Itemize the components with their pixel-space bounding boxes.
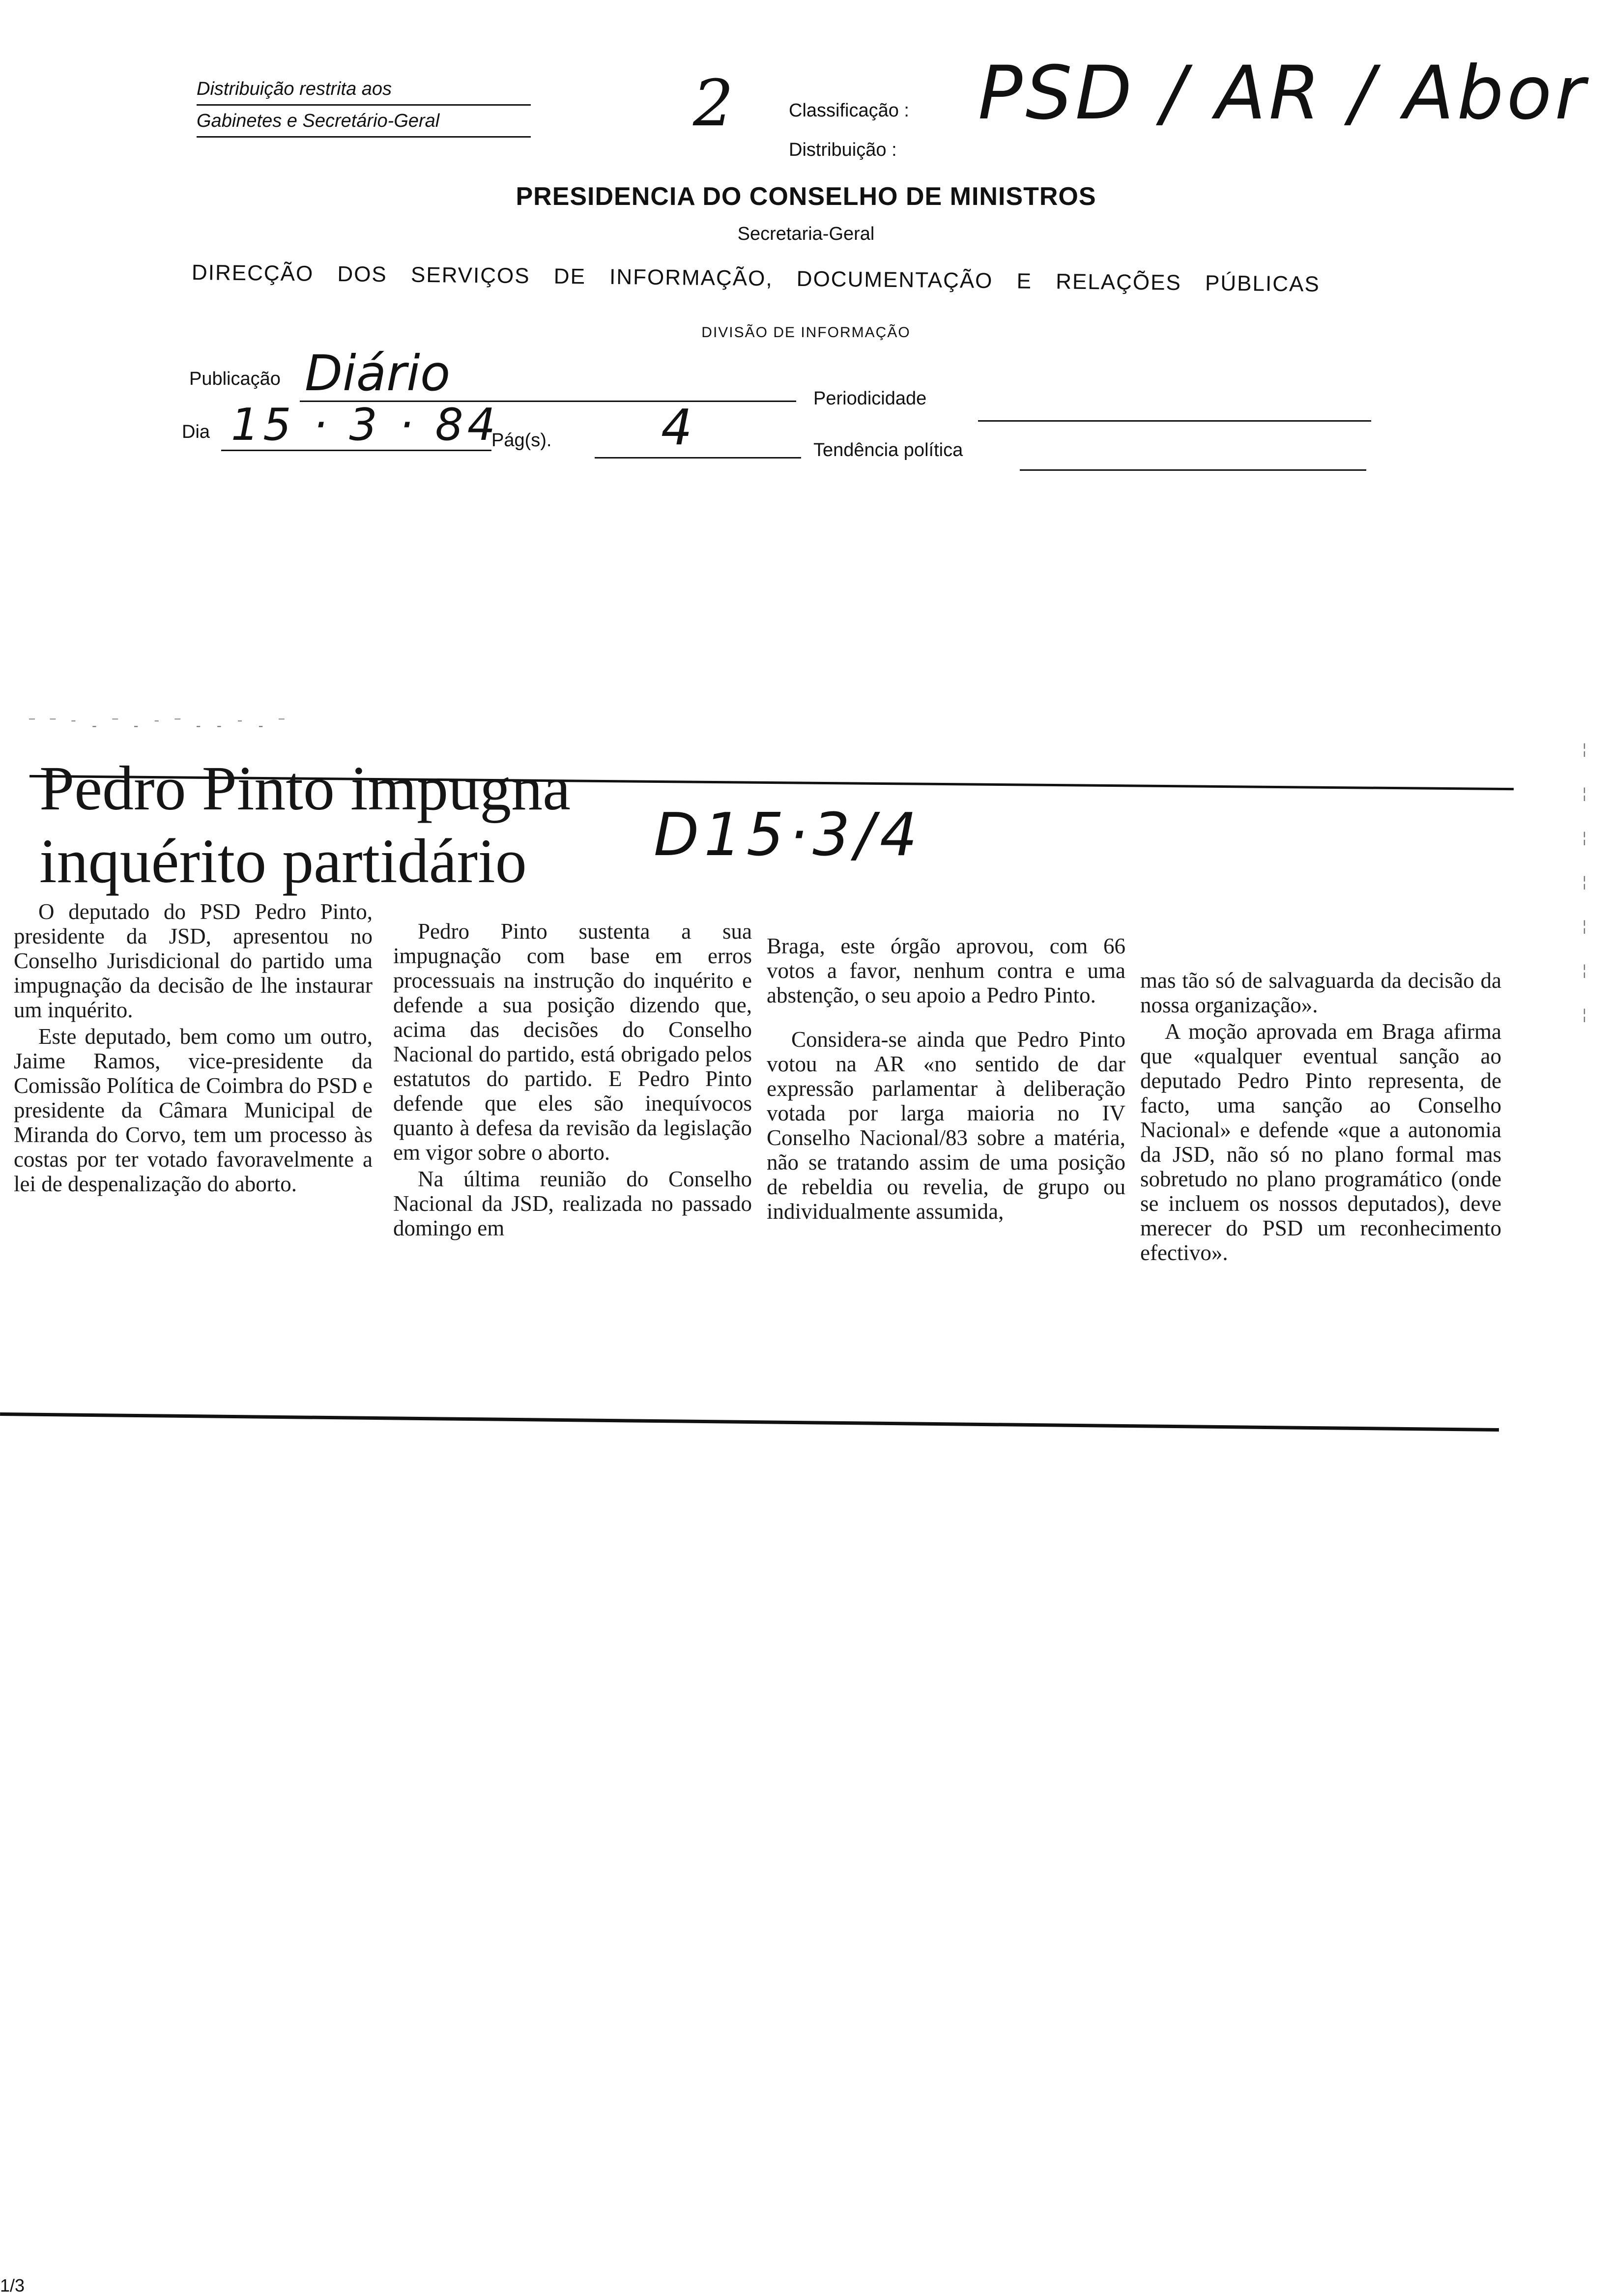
article-headline <box>39 752 571 897</box>
ministry-title: PRESIDENCIA DO CONSELHO DE MINISTROS <box>516 182 1096 211</box>
article-column-1 <box>14 899 373 1196</box>
tendencia-label: Tendência política <box>813 440 963 460</box>
dia-handwritten: 15 · 3 · 84 <box>231 399 499 451</box>
col2-paragraph-2: Na última reunião do Conselho Nacional da JSD, realizada no passado domingo em <box>393 1167 752 1240</box>
periodicidade-label: Periodicidade <box>813 388 927 409</box>
divisao-title: DIVISÃO DE INFORMAÇÃO <box>701 324 911 341</box>
col1-paragraph-1: O deputado do PSD Pedro Pinto, presidente da JSD, apresentou no Conselho Jurisdicional do partido uma impugnação da decisão de lhe instaurar um inquérito. <box>14 899 373 1022</box>
pags-handwritten: 4 <box>661 399 692 456</box>
restricted-line-2: Gabinetes e Secretário-Geral <box>197 106 531 138</box>
article-column-3 <box>767 934 1125 1224</box>
col4-paragraph-1: mas tão só de salvaguarda da decisão da nossa organização». <box>1140 968 1501 1017</box>
article-column-2 <box>393 919 752 1240</box>
col3-paragraph-1: Braga, este órgão aprovou, com 66 votos a favor, nenhum contra e uma abstenção, o seu apoio a Pedro Pinto. <box>767 934 1125 1007</box>
article-column-4 <box>1140 968 1501 1265</box>
publicacao-handwritten: Diário <box>305 344 451 402</box>
col1-paragraph-2: Este deputado, bem como um outro, Jaime Ramos, vice-presidente da Comissão Política de Coimbra do PSD e presidente da Câmara Municipal de Miranda do Corvo, tem um processo às costas por ter votado favoravelmente a lei de despenalização do aborto. <box>14 1024 373 1196</box>
col3-paragraph-2: Considera-se ainda que Pedro Pinto votou na AR «no sentido de dar expressão parlamentar à deliberação votada por larga maioria no IV Conselho Nacional/83 sobre a matéria, não se tratando assim de uma posição de rebeldia ou revelia, de grupo ou individualmente assumida, <box>767 1027 1125 1224</box>
dia-label: Dia <box>182 422 210 442</box>
page-identifier: 1/3 <box>0 2275 25 2296</box>
distribuicao-label: Distribuição : <box>789 140 897 160</box>
headline-line-1: Pedro Pinto impugna <box>39 753 571 823</box>
pags-label: Pág(s). <box>491 430 552 451</box>
secretaria-subtitle: Secretaria-Geral <box>737 224 875 244</box>
scan-noise-top: ‾ ‾ ˉ ‐ ‾ ‐ ˉ ‾ ‐ ‐ ˉ ‐ ‾ <box>29 718 290 734</box>
pags-line <box>595 457 801 459</box>
classification-handwritten-value: PSD / AR / Abor <box>978 51 1588 136</box>
article-bottom-rule <box>0 1412 1499 1432</box>
tendencia-line <box>1020 469 1366 471</box>
headline-line-2: inquérito partidário <box>39 826 527 896</box>
handwritten-number-mark: 2 <box>693 66 734 141</box>
handwritten-date-stamp: D15·3/4 <box>654 801 922 869</box>
restricted-line-1: Distribuição restrita aos <box>197 74 531 106</box>
classificacao-label: Classificação : <box>789 100 909 121</box>
publicacao-label: Publicação <box>189 369 281 389</box>
direccao-title: DIRECÇÃO DOS SERVIÇOS DE INFORMAÇÃO, DOCUMENTAÇÃO E RELAÇÕES PÚBLICAS <box>191 260 1320 297</box>
classification-labels <box>789 91 909 170</box>
periodicidade-line <box>978 420 1371 422</box>
scan-edge-marks: ¦ ¦ ¦ ¦ ¦ ¦ ¦ <box>1583 741 1586 1023</box>
col4-paragraph-2: A moção aprovada em Braga afirma que «qualquer eventual sanção ao deputado Pedro Pinto representa, de facto, uma sanção ao Conselho Nacional» e defende «que a autonomia da JSD, não só no plano formal mas sobretudo no plano programático (onde se incluem os nossos deputados), deve merecer do PSD um reconhecimento efectivo». <box>1140 1019 1501 1265</box>
col2-paragraph-1: Pedro Pinto sustenta a sua impugnação com base em erros processuais na instrução do inquérito e defende a sua posição dizendo que, acima das decisões do Conselho Nacional do partido, está obrigado pelos estatutos do partido. E Pedro Pinto defende que eles são inequívocos quanto à defesa da revisão da legislação em vigor sobre o aborto. <box>393 919 752 1165</box>
restricted-distribution-note <box>197 74 531 138</box>
